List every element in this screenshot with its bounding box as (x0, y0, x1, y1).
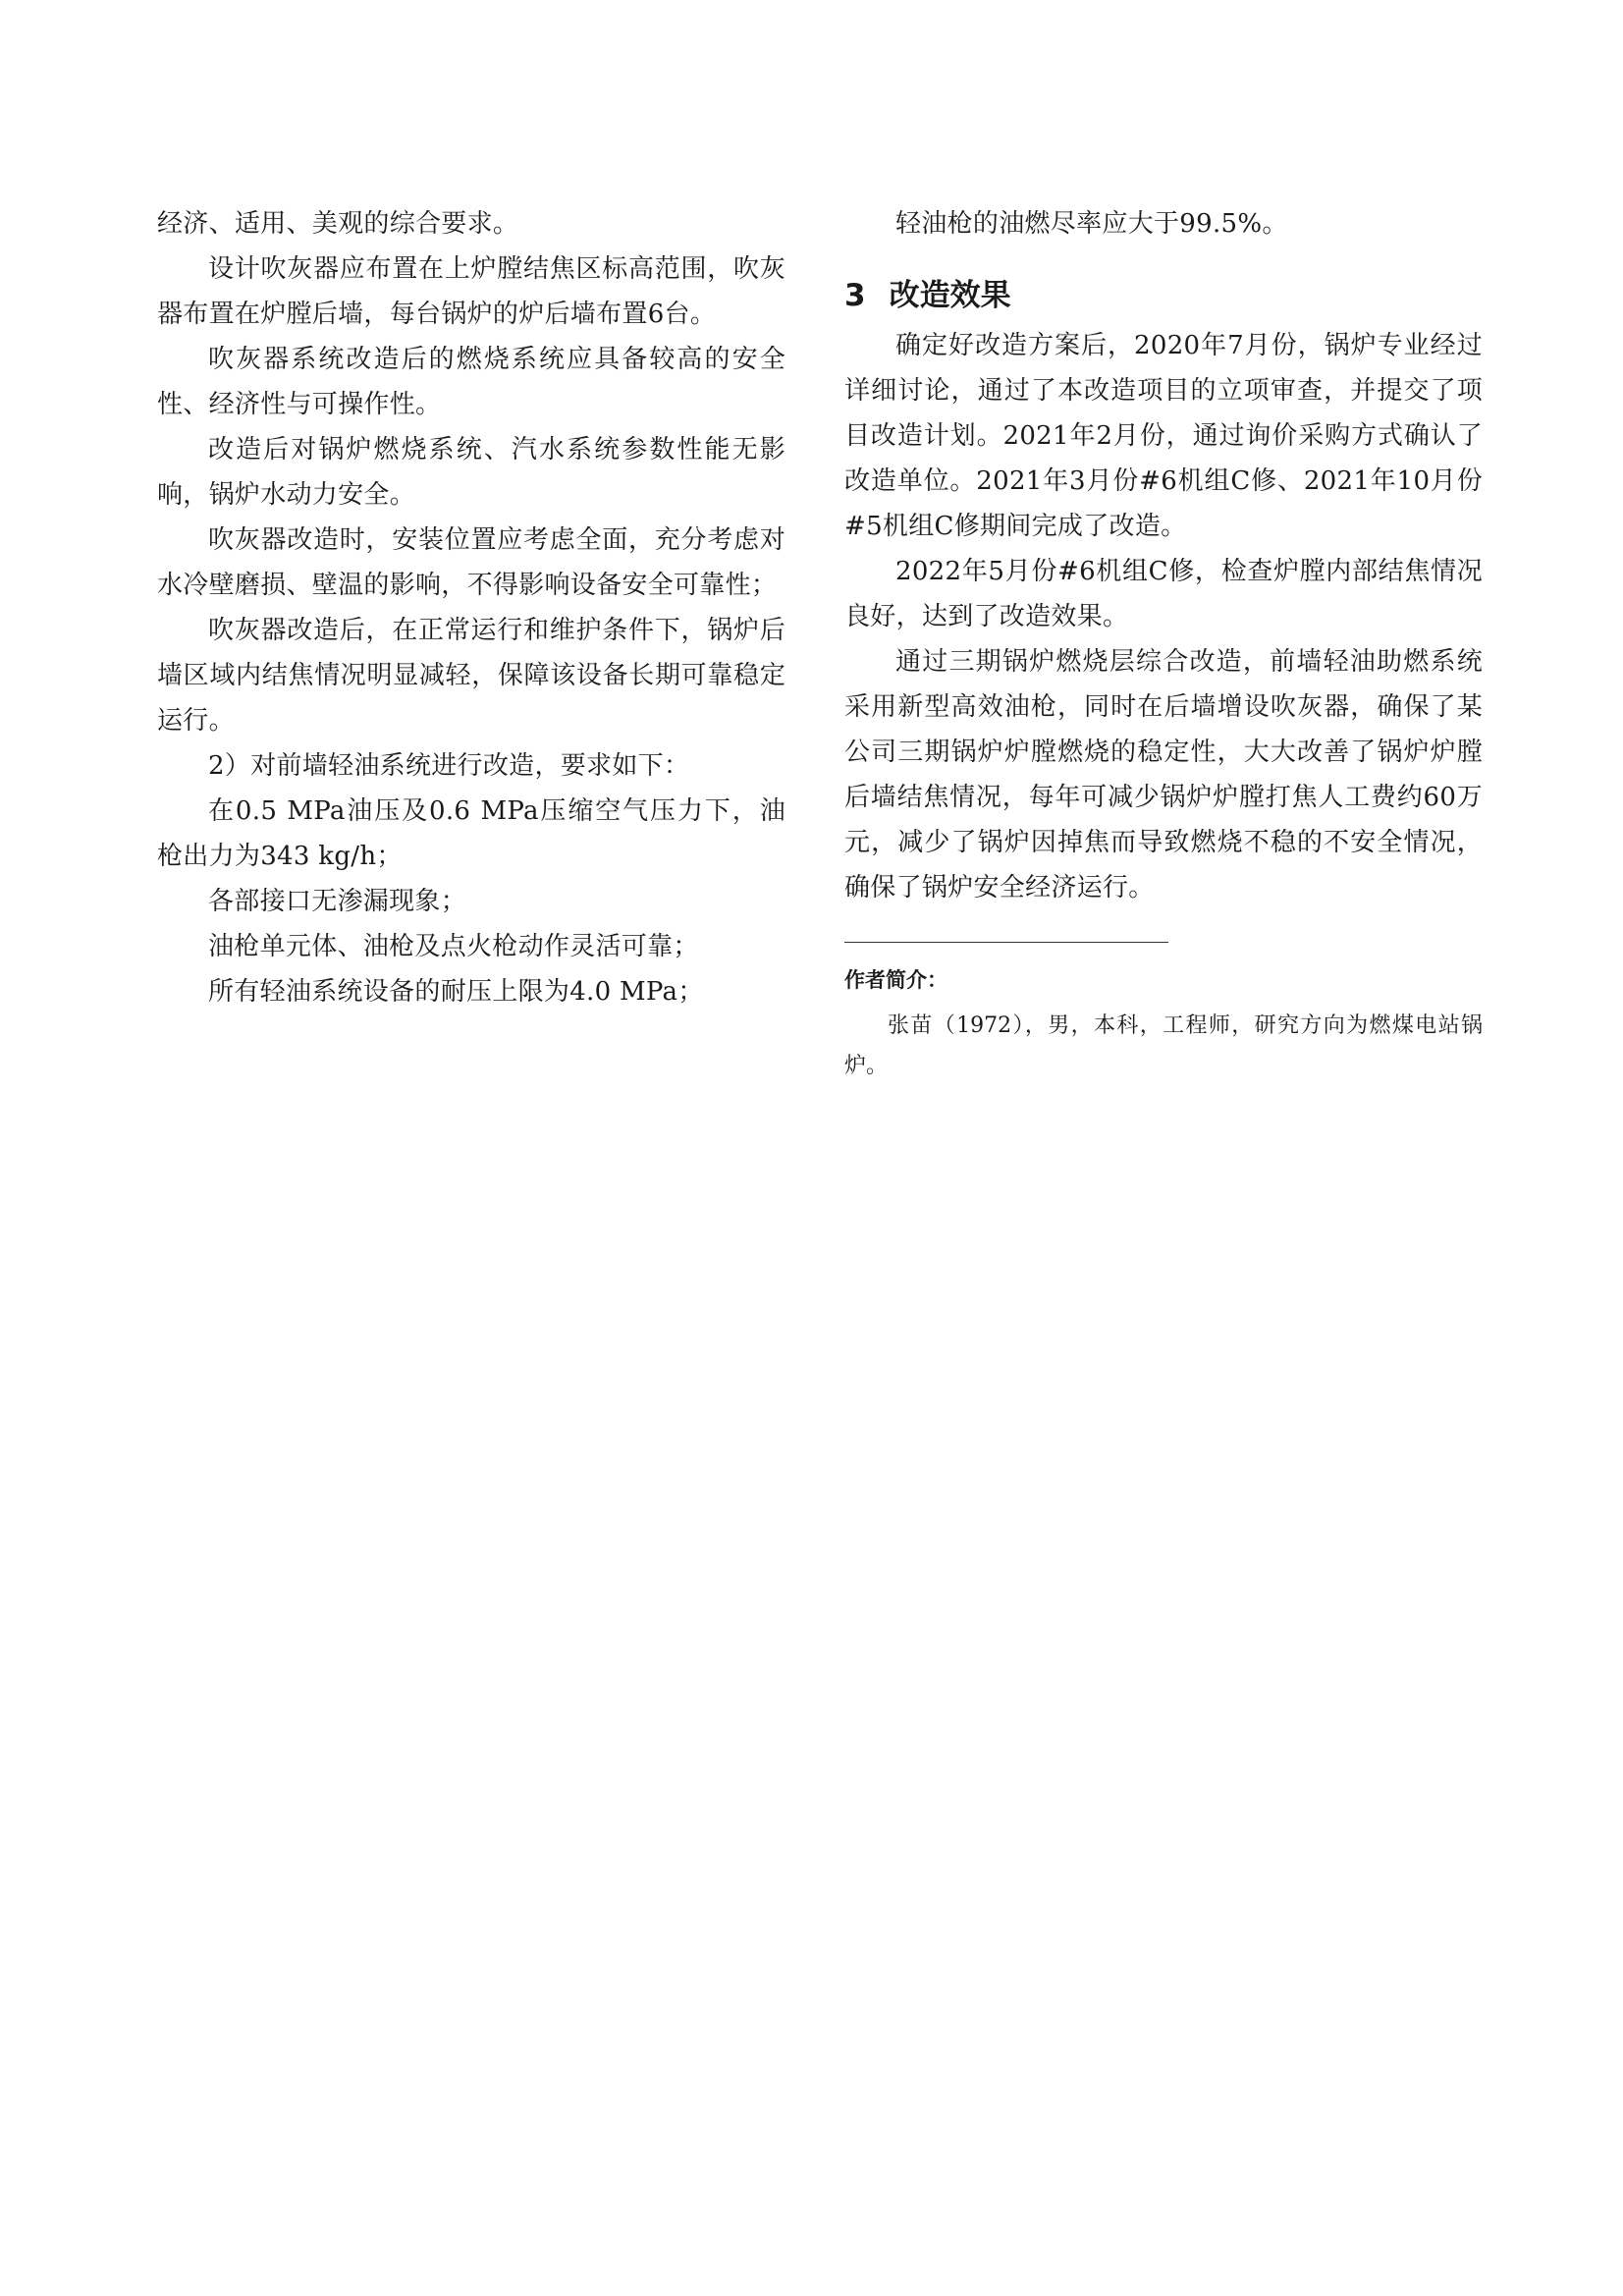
body-paragraph: 确定好改造方案后，2020年7月份，锅炉专业经过详细讨论，通过了本改造项目的立项审查，并提交了项目改造计划。2021年2月份，通过询价采购方式确认了改造单位。2021年3月份#6机组C修、2021年10月份#5机组C修期间完成了改造。 (844, 331, 1483, 541)
footnote-divider (844, 942, 1168, 943)
body-paragraph: 各部接口无渗漏现象； (208, 887, 467, 916)
section-heading (844, 270, 1483, 321)
author-note-title: 作者简介： (844, 968, 947, 992)
left-column (157, 201, 785, 1014)
body-paragraph: 吹灰器改造时，安装位置应考虑全面，充分考虑对水冷壁磨损、壁温的影响，不得影响设备安全可靠性； (157, 525, 785, 600)
author-note-text: 张苗（1972），男，本科，工程师，研究方向为燃煤电站锅炉。 (844, 1013, 1483, 1078)
body-paragraph: 轻油枪的油燃尽率应大于99.5%。 (895, 209, 1288, 239)
body-paragraph: 通过三期锅炉燃烧层综合改造，前墙轻油助燃系统采用新型高效油枪，同时在后墙增设吹灰器，确保了某公司三期锅炉炉膛燃烧的稳定性，大大改善了锅炉炉膛后墙结焦情况，每年可减少锅炉炉膛打焦人工费约60万元，减少了锅炉因掉焦而导致燃烧不稳的不安全情况，确保了锅炉安全经济运行。 (844, 647, 1483, 902)
body-paragraph: 吹灰器系统改造后的燃烧系统应具备较高的安全性、经济性与可操作性。 (157, 345, 785, 419)
body-paragraph: 设计吹灰器应布置在上炉膛结焦区标高范围，吹灰器布置在炉膛后墙，每台锅炉的炉后墙布置6台。 (157, 254, 785, 329)
body-paragraph: 改造后对锅炉燃烧系统、汽水系统参数性能无影响，锅炉水动力安全。 (157, 435, 785, 510)
body-paragraph: 经济、适用、美观的综合要求。 (157, 209, 519, 239)
body-paragraph: 2）对前墙轻油系统进行改造，要求如下： (208, 751, 690, 781)
body-paragraph: 在0.5 MPa油压及0.6 MPa压缩空气压力下，油枪出力为343 kg/h； (157, 796, 785, 871)
body-paragraph: 2022年5月份#6机组C修，检查炉膛内部结焦情况良好，达到了改造效果。 (844, 557, 1483, 631)
section-title: 改造效果 (889, 278, 1011, 313)
body-paragraph: 吹灰器改造后，在正常运行和维护条件下，锅炉后墙区域内结焦情况明显减轻，保障该设备长期可靠稳定运行。 (157, 616, 785, 736)
section-number: 3 (844, 278, 866, 313)
body-paragraph: 所有轻油系统设备的耐压上限为4.0 MPa； (208, 977, 704, 1007)
body-paragraph: 油枪单元体、油枪及点火枪动作灵活可靠； (208, 932, 699, 961)
right-column (844, 201, 1483, 1086)
